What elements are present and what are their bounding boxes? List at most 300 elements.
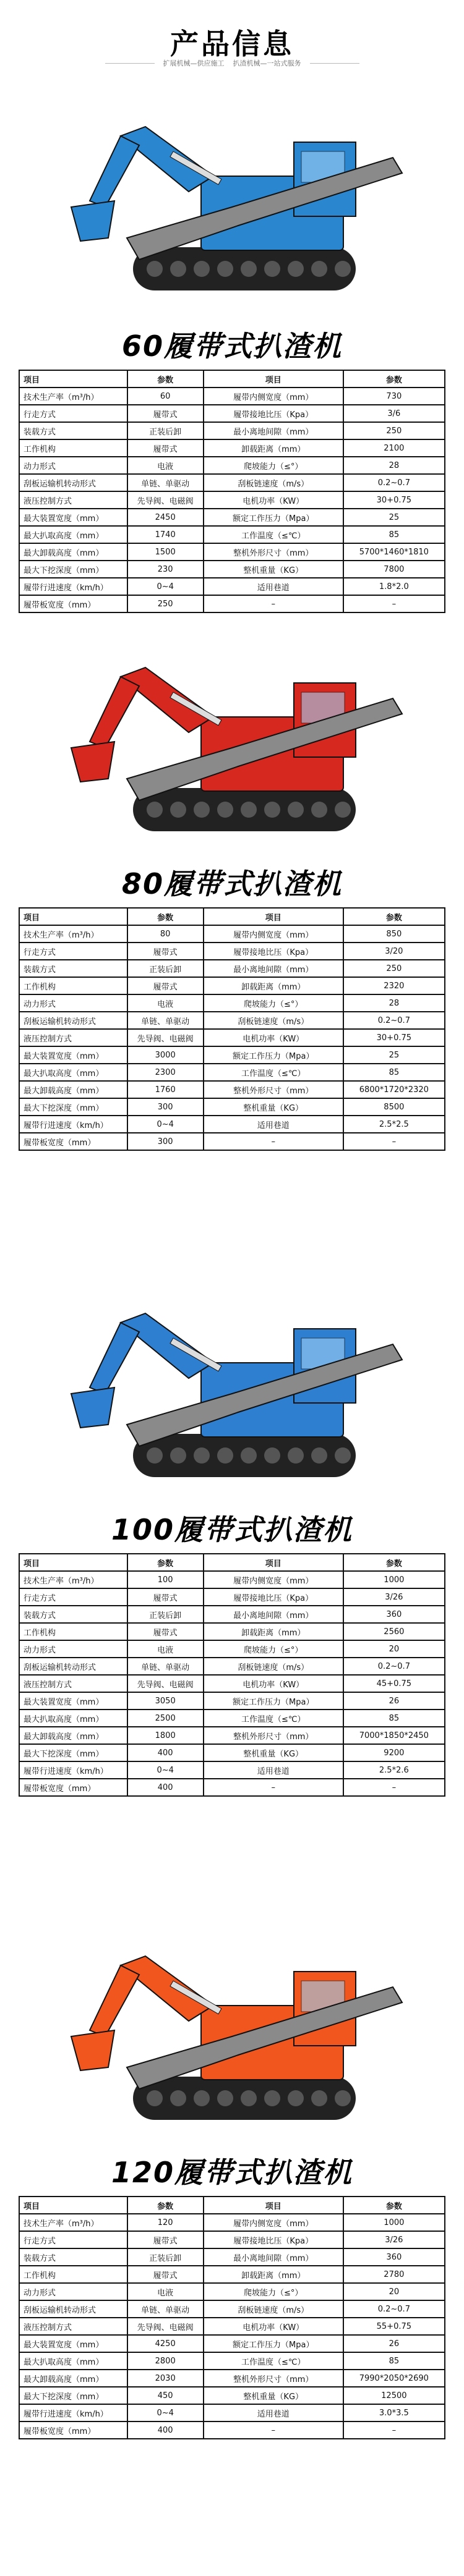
table-cell: 4250: [127, 2335, 204, 2352]
table-row: [19, 1727, 445, 1744]
table-cell: 工作温度（≤℃）: [204, 1710, 343, 1727]
stick-arm: [90, 1323, 139, 1394]
table-header-row: [19, 2197, 445, 2214]
table-cell: 正装后卸: [127, 2248, 204, 2266]
table-cell: 整机重量（KG）: [204, 561, 343, 578]
table-cell: 6800*1720*2320: [343, 1081, 445, 1098]
table-cell: 1000: [343, 2214, 445, 2231]
bucket: [71, 742, 114, 782]
table-cell: 400: [127, 1779, 204, 1796]
table-row: [19, 1046, 445, 1064]
table-cell: 0.2~0.7: [343, 1012, 445, 1029]
table-cell: 正装后卸: [127, 422, 204, 439]
table-cell: 100: [127, 1571, 204, 1588]
table-cell: 85: [343, 526, 445, 543]
stick-arm: [90, 1965, 139, 2036]
table-cell: 450: [127, 2387, 204, 2404]
table-header-row: [19, 370, 445, 388]
table-row: [19, 1692, 445, 1710]
table-cell: 行走方式: [19, 1588, 127, 1606]
table-cell: 电机功率（KW）: [204, 1029, 343, 1046]
table-row: [19, 2335, 445, 2352]
table-cell: 电机功率（KW）: [204, 1675, 343, 1692]
table-cell: 最小离地间隙（mm）: [204, 1606, 343, 1623]
table-cell: 850: [343, 925, 445, 943]
table-cell: 液压控制方式: [19, 1029, 127, 1046]
table-cell: 1760: [127, 1081, 204, 1098]
table-header-cell: 参数: [343, 2197, 445, 2214]
table-cell: 技术生产率（m³/h）: [19, 388, 127, 405]
table-cell: 履带接地比压（Kpa）: [204, 1588, 343, 1606]
table-row: [19, 977, 445, 994]
machine-illustration: [46, 83, 418, 318]
table-cell: 3000: [127, 1046, 204, 1064]
table-cell: 1800: [127, 1727, 204, 1744]
table-cell: 先导阀、电磁阀: [127, 2318, 204, 2335]
table-row: [19, 1744, 445, 1761]
table-cell: 45+0.75: [343, 1675, 445, 1692]
table-cell: 履带板宽度（mm）: [19, 595, 127, 612]
section-title: 120履带式扒渣机: [111, 2156, 353, 2189]
table-cell: 液压控制方式: [19, 2318, 127, 2335]
table-cell: 2450: [127, 509, 204, 526]
table-cell: 230: [127, 561, 204, 578]
table-cell: 2100: [343, 439, 445, 457]
table-row: [19, 561, 445, 578]
stick-arm: [90, 136, 139, 207]
table-cell: 履带内侧宽度（mm）: [204, 388, 343, 405]
table-header-cell: 参数: [343, 1554, 445, 1571]
table-header-cell: 参数: [127, 908, 204, 925]
table-cell: 履带接地比压（Kpa）: [204, 2231, 343, 2248]
table-cell: 55+0.75: [343, 2318, 445, 2335]
table-row: [19, 1761, 445, 1779]
table-cell: 26: [343, 2335, 445, 2352]
table-cell: 刮板运输机转动形式: [19, 474, 127, 491]
table-cell: 工作温度（≤℃）: [204, 2352, 343, 2370]
table-cell: 行走方式: [19, 405, 127, 422]
table-cell: 最大卸载高度（mm）: [19, 1727, 127, 1744]
table-row: [19, 2370, 445, 2387]
machine-label: ZWY-80/30: [204, 672, 264, 684]
table-cell: 爬坡能力（≤°）: [204, 1640, 343, 1658]
section-title: 60履带式扒渣机: [121, 329, 342, 363]
spec-table: [19, 370, 445, 613]
table-cell: 最大下挖深度（mm）: [19, 2387, 127, 2404]
table-row: [19, 1675, 445, 1692]
table-row: [19, 2231, 445, 2248]
table-cell: 2500: [127, 1710, 204, 1727]
header-subtitle-row: [0, 58, 464, 68]
table-header-cell: 项目: [19, 1554, 127, 1571]
table-cell: 400: [127, 1744, 204, 1761]
table-cell: 爬坡能力（≤°）: [204, 2283, 343, 2300]
table-cell: 履带式: [127, 405, 204, 422]
table-cell: –: [204, 1779, 343, 1796]
table-cell: 整机外形尺寸（mm）: [204, 1081, 343, 1098]
table-cell: 履带式: [127, 2231, 204, 2248]
table-cell: 电机功率（KW）: [204, 491, 343, 509]
table-cell: 0.2~0.7: [343, 474, 445, 491]
machine-illustration: [46, 624, 418, 859]
table-cell: –: [343, 595, 445, 612]
table-cell: 额定工作压力（Mpa）: [204, 2335, 343, 2352]
bucket: [71, 201, 114, 241]
table-header-cell: 参数: [343, 370, 445, 388]
table-cell: 履带行进速度（km/h）: [19, 578, 127, 595]
table-cell: 1740: [127, 526, 204, 543]
table-cell: 85: [343, 1064, 445, 1081]
table-cell: 先导阀、电磁阀: [127, 1675, 204, 1692]
table-cell: 最小离地间隙（mm）: [204, 2248, 343, 2266]
table-cell: 120: [127, 2214, 204, 2231]
table-cell: 额定工作压力（Mpa）: [204, 509, 343, 526]
table-cell: 250: [343, 960, 445, 977]
table-cell: 刮板链速度（m/s）: [204, 2300, 343, 2318]
table-row: [19, 457, 445, 474]
header-subtitle-right: 扒渣机械—一站式服务: [233, 59, 301, 67]
machine-label: ZWY-120: [204, 1960, 253, 1972]
table-header-cell: 参数: [127, 370, 204, 388]
table-cell: 20: [343, 2283, 445, 2300]
table-cell: –: [343, 1779, 445, 1796]
table-cell: 卸载距离（mm）: [204, 1623, 343, 1640]
table-cell: 电液: [127, 2283, 204, 2300]
table-cell: 技术生产率（m³/h）: [19, 925, 127, 943]
table-cell: 履带内侧宽度（mm）: [204, 2214, 343, 2231]
table-cell: 刮板运输机转动形式: [19, 1012, 127, 1029]
table-cell: –: [343, 2421, 445, 2439]
table-row: [19, 1098, 445, 1116]
table-cell: 28: [343, 994, 445, 1012]
table-row: [19, 2266, 445, 2283]
table-row: [19, 925, 445, 943]
table-row: [19, 1012, 445, 1029]
table-cell: 正装后卸: [127, 960, 204, 977]
table-cell: 履带板宽度（mm）: [19, 1133, 127, 1150]
table-cell: 最小离地间隙（mm）: [204, 422, 343, 439]
table-row: [19, 943, 445, 960]
table-row: [19, 2387, 445, 2404]
table-cell: 360: [343, 2248, 445, 2266]
table-row: [19, 526, 445, 543]
table-header-cell: 项目: [19, 370, 127, 388]
table-cell: 卸载距离（mm）: [204, 439, 343, 457]
table-cell: 730: [343, 388, 445, 405]
table-cell: 履带行进速度（km/h）: [19, 2404, 127, 2421]
table-cell: 最大装置宽度（mm）: [19, 2335, 127, 2352]
table-cell: 爬坡能力（≤°）: [204, 994, 343, 1012]
table-cell: 60: [127, 388, 204, 405]
table-cell: 行走方式: [19, 2231, 127, 2248]
table-cell: 30+0.75: [343, 1029, 445, 1046]
table-row: [19, 994, 445, 1012]
table-row: [19, 422, 445, 439]
table-row: [19, 1064, 445, 1081]
table-cell: 动力形式: [19, 1640, 127, 1658]
boom-arm: [121, 1956, 213, 2021]
table-header-cell: 项目: [204, 908, 343, 925]
table-header-cell: 参数: [127, 1554, 204, 1571]
table-cell: 先导阀、电磁阀: [127, 491, 204, 509]
table-cell: 电液: [127, 1640, 204, 1658]
table-cell: 整机重量（KG）: [204, 2387, 343, 2404]
table-cell: 整机重量（KG）: [204, 1744, 343, 1761]
table-header-cell: 参数: [127, 2197, 204, 2214]
product-section: [0, 618, 464, 1151]
table-row: [19, 1571, 445, 1588]
table-cell: 履带行进速度（km/h）: [19, 1116, 127, 1133]
table-cell: 2300: [127, 1064, 204, 1081]
table-cell: 26: [343, 1692, 445, 1710]
table-cell: 2560: [343, 1623, 445, 1640]
table-cell: 履带式: [127, 977, 204, 994]
table-cell: 最大扒取高度（mm）: [19, 526, 127, 543]
table-cell: 最大下挖深度（mm）: [19, 1744, 127, 1761]
table-row: [19, 2404, 445, 2421]
table-row: [19, 405, 445, 422]
spec-table: [19, 907, 445, 1151]
table-cell: 最小离地间隙（mm）: [204, 960, 343, 977]
page-header: [0, 0, 464, 74]
table-cell: 电液: [127, 457, 204, 474]
table-row: [19, 2283, 445, 2300]
table-cell: 工作机构: [19, 2266, 127, 2283]
table-cell: 适用巷道: [204, 1761, 343, 1779]
table-row: [19, 491, 445, 509]
table-header-cell: 项目: [204, 370, 343, 388]
table-cell: 最大卸载高度（mm）: [19, 543, 127, 561]
table-row: [19, 960, 445, 977]
table-row: [19, 578, 445, 595]
table-cell: 2780: [343, 2266, 445, 2283]
table-cell: 0~4: [127, 578, 204, 595]
table-row: [19, 2318, 445, 2335]
table-row: [19, 2300, 445, 2318]
table-cell: 3/26: [343, 2231, 445, 2248]
table-cell: 2030: [127, 2370, 204, 2387]
spec-table: [19, 1553, 445, 1797]
table-cell: 单链、单驱动: [127, 1658, 204, 1675]
table-cell: 液压控制方式: [19, 491, 127, 509]
bucket: [71, 1388, 114, 1428]
table-cell: 300: [127, 1133, 204, 1150]
table-row: [19, 1588, 445, 1606]
table-row: [19, 1081, 445, 1098]
table-cell: 80: [127, 925, 204, 943]
table-cell: 装载方式: [19, 2248, 127, 2266]
table-header-cell: 项目: [19, 2197, 127, 2214]
table-cell: 适用巷道: [204, 578, 343, 595]
table-cell: 卸载距离（mm）: [204, 2266, 343, 2283]
table-cell: 履带式: [127, 943, 204, 960]
table-header-cell: 参数: [343, 908, 445, 925]
table-header-cell: 项目: [204, 1554, 343, 1571]
table-cell: 工作温度（≤℃）: [204, 1064, 343, 1081]
table-cell: 最大扒取高度（mm）: [19, 2352, 127, 2370]
table-row: [19, 439, 445, 457]
table-cell: 装载方式: [19, 422, 127, 439]
table-cell: 7800: [343, 561, 445, 578]
table-cell: 行走方式: [19, 943, 127, 960]
table-cell: 1500: [127, 543, 204, 561]
table-cell: 适用巷道: [204, 1116, 343, 1133]
table-cell: 25: [343, 509, 445, 526]
table-row: [19, 2214, 445, 2231]
table-cell: 装载方式: [19, 960, 127, 977]
table-cell: 最大卸载高度（mm）: [19, 1081, 127, 1098]
table-cell: 最大下挖深度（mm）: [19, 561, 127, 578]
table-row: [19, 509, 445, 526]
boom-arm: [121, 127, 213, 192]
machine-image: [0, 74, 464, 328]
table-cell: 工作温度（≤℃）: [204, 526, 343, 543]
divider: [105, 63, 155, 64]
table-cell: 20: [343, 1640, 445, 1658]
machine-illustration: [46, 1270, 418, 1505]
table-cell: 工作机构: [19, 977, 127, 994]
table-cell: 0.2~0.7: [343, 2300, 445, 2318]
table-cell: 0~4: [127, 1116, 204, 1133]
table-cell: 250: [127, 595, 204, 612]
table-row: [19, 543, 445, 561]
table-cell: 0~4: [127, 1761, 204, 1779]
table-cell: 2.5*2.6: [343, 1761, 445, 1779]
table-row: [19, 474, 445, 491]
table-cell: 7000*1850*2450: [343, 1727, 445, 1744]
table-cell: 28: [343, 457, 445, 474]
table-cell: 技术生产率（m³/h）: [19, 1571, 127, 1588]
table-cell: 液压控制方式: [19, 1675, 127, 1692]
table-cell: 2800: [127, 2352, 204, 2370]
table-cell: 整机外形尺寸（mm）: [204, 543, 343, 561]
table-cell: 履带接地比压（Kpa）: [204, 405, 343, 422]
table-cell: 履带内侧宽度（mm）: [204, 925, 343, 943]
table-cell: 85: [343, 2352, 445, 2370]
table-row: [19, 1779, 445, 1796]
table-cell: 先导阀、电磁阀: [127, 1029, 204, 1046]
table-cell: 0.2~0.7: [343, 1658, 445, 1675]
table-header-cell: 项目: [19, 908, 127, 925]
table-cell: 最大装置宽度（mm）: [19, 1046, 127, 1064]
table-row: [19, 388, 445, 405]
table-cell: –: [204, 2421, 343, 2439]
table-cell: 最大扒取高度（mm）: [19, 1064, 127, 1081]
table-row: [19, 1710, 445, 1727]
table-row: [19, 1029, 445, 1046]
table-cell: 履带行进速度（km/h）: [19, 1761, 127, 1779]
table-cell: 适用巷道: [204, 2404, 343, 2421]
table-cell: 最大扒取高度（mm）: [19, 1710, 127, 1727]
table-row: [19, 2248, 445, 2266]
table-cell: 卸载距离（mm）: [204, 977, 343, 994]
table-cell: 履带式: [127, 439, 204, 457]
machine-image: [0, 1264, 464, 1511]
table-header-row: [19, 1554, 445, 1571]
table-cell: 3.0*3.5: [343, 2404, 445, 2421]
table-cell: 250: [343, 422, 445, 439]
machine-image: [0, 618, 464, 865]
table-cell: 电液: [127, 994, 204, 1012]
table-cell: 85: [343, 1710, 445, 1727]
table-cell: –: [204, 595, 343, 612]
table-row: [19, 595, 445, 612]
header-subtitle-left: 扩展机械—供应施工: [163, 59, 225, 67]
table-cell: 3/20: [343, 943, 445, 960]
table-cell: 爬坡能力（≤°）: [204, 457, 343, 474]
table-row: [19, 2421, 445, 2439]
table-cell: 履带式: [127, 1623, 204, 1640]
table-row: [19, 2352, 445, 2370]
table-cell: 履带板宽度（mm）: [19, 1779, 127, 1796]
table-cell: 25: [343, 1046, 445, 1064]
table-cell: 8500: [343, 1098, 445, 1116]
bucket: [71, 2030, 114, 2070]
table-cell: 最大卸载高度（mm）: [19, 2370, 127, 2387]
table-cell: 整机重量（KG）: [204, 1098, 343, 1116]
table-cell: 履带板宽度（mm）: [19, 2421, 127, 2439]
table-cell: –: [343, 1133, 445, 1150]
boom-arm: [121, 1313, 213, 1378]
table-row: [19, 1623, 445, 1640]
table-row: [19, 1658, 445, 1675]
table-cell: 履带接地比压（Kpa）: [204, 943, 343, 960]
table-cell: 刮板链速度（m/s）: [204, 1012, 343, 1029]
table-cell: 最大下挖深度（mm）: [19, 1098, 127, 1116]
table-cell: 单链、单驱动: [127, 1012, 204, 1029]
table-cell: 2320: [343, 977, 445, 994]
product-section: [0, 1907, 464, 2439]
table-cell: 30+0.75: [343, 491, 445, 509]
table-row: [19, 1133, 445, 1150]
table-header-cell: 项目: [204, 2197, 343, 2214]
table-cell: 履带内侧宽度（mm）: [204, 1571, 343, 1588]
table-cell: 7990*2050*2690: [343, 2370, 445, 2387]
table-cell: 整机外形尺寸（mm）: [204, 2370, 343, 2387]
table-cell: 1.8*2.0: [343, 578, 445, 595]
table-cell: 动力形式: [19, 2283, 127, 2300]
table-cell: 装载方式: [19, 1606, 127, 1623]
table-row: [19, 1640, 445, 1658]
table-cell: 3/26: [343, 1588, 445, 1606]
table-cell: 刮板链速度（m/s）: [204, 474, 343, 491]
table-cell: –: [204, 1133, 343, 1150]
machine-illustration: [46, 1913, 418, 2148]
table-cell: 360: [343, 1606, 445, 1623]
table-cell: 3050: [127, 1692, 204, 1710]
table-row: [19, 1606, 445, 1623]
table-cell: 动力形式: [19, 994, 127, 1012]
table-cell: 额定工作压力（Mpa）: [204, 1692, 343, 1710]
table-row: [19, 1116, 445, 1133]
table-cell: 300: [127, 1098, 204, 1116]
page-title: 产品信息: [170, 27, 294, 61]
table-cell: 履带式: [127, 2266, 204, 2283]
table-cell: 2.5*2.5: [343, 1116, 445, 1133]
product-section: [0, 74, 464, 613]
table-cell: 400: [127, 2421, 204, 2439]
table-cell: 刮板运输机转动形式: [19, 1658, 127, 1675]
product-section: [0, 1264, 464, 1797]
table-cell: 技术生产率（m³/h）: [19, 2214, 127, 2231]
table-header-row: [19, 908, 445, 925]
table-cell: 整机外形尺寸（mm）: [204, 1727, 343, 1744]
table-cell: 最大装置宽度（mm）: [19, 1692, 127, 1710]
table-cell: 履带式: [127, 1588, 204, 1606]
table-cell: 单链、单驱动: [127, 474, 204, 491]
table-cell: 3/6: [343, 405, 445, 422]
boom-arm: [121, 667, 213, 732]
